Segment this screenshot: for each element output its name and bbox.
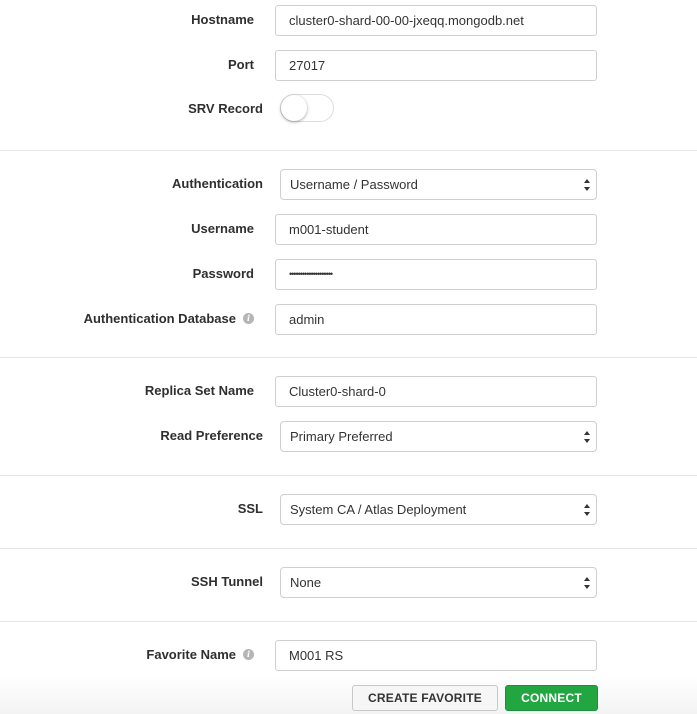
read-preference-value: Primary Preferred: [290, 429, 393, 444]
username-row: [0, 214, 697, 246]
info-icon[interactable]: i: [243, 313, 254, 324]
auth-db-row: [0, 304, 697, 336]
info-icon[interactable]: i: [243, 649, 254, 660]
port-label: Port: [228, 57, 254, 72]
read-preference-row: [0, 421, 697, 453]
up-down-arrows-icon: [583, 576, 591, 590]
ssh-tunnel-label: SSH Tunnel: [191, 574, 263, 589]
connect-button[interactable]: CONNECT: [505, 685, 598, 711]
password-label: Password: [192, 266, 254, 281]
favorite-name-row: [0, 640, 697, 672]
replica-set-label: Replica Set Name: [144, 383, 254, 398]
divider: [0, 548, 697, 549]
divider: [0, 621, 697, 622]
ssl-value: System CA / Atlas Deployment: [290, 502, 467, 517]
divider: [0, 357, 697, 358]
toggle-knob: [281, 95, 307, 121]
hostname-input[interactable]: cluster0-shard-00-00-jxeqq.mongodb.net: [275, 5, 597, 36]
ssh-tunnel-select[interactable]: [280, 567, 597, 598]
ssh-tunnel-row: [0, 567, 697, 599]
password-input[interactable]: ••••••••••••••••••••: [275, 259, 597, 290]
authentication-row: [0, 169, 697, 201]
srv-row: [0, 94, 697, 126]
authentication-value: Username / Password: [290, 177, 418, 192]
authentication-label: Authentication: [172, 176, 263, 191]
username-label: Username: [191, 221, 254, 236]
read-preference-label: Read Preference: [160, 428, 263, 443]
favorite-name-label: [146, 647, 254, 662]
up-down-arrows-icon: [583, 178, 591, 192]
up-down-arrows-icon: [583, 430, 591, 444]
create-favorite-button[interactable]: CREATE FAVORITE: [352, 685, 498, 711]
auth-db-label-text: Authentication Database: [83, 311, 236, 326]
password-row: [0, 259, 697, 291]
port-row: [0, 50, 697, 82]
divider: [0, 475, 697, 476]
username-input[interactable]: m001-student: [275, 214, 597, 245]
authentication-select[interactable]: [280, 169, 597, 200]
read-preference-select[interactable]: [280, 421, 597, 452]
port-input[interactable]: 27017: [275, 50, 597, 81]
srv-toggle[interactable]: [280, 94, 334, 122]
replica-set-row: [0, 376, 697, 408]
favorite-name-input[interactable]: M001 RS: [275, 640, 597, 671]
up-down-arrows-icon: [583, 503, 591, 517]
hostname-row: [0, 5, 697, 37]
ssl-select[interactable]: [280, 494, 597, 525]
ssl-row: [0, 494, 697, 526]
auth-db-input[interactable]: admin: [275, 304, 597, 335]
favorite-name-label-text: Favorite Name: [146, 647, 236, 662]
ssh-tunnel-value: None: [290, 575, 322, 590]
divider: [0, 150, 697, 151]
srv-label: SRV Record: [188, 101, 263, 116]
ssl-label: SSL: [237, 501, 263, 516]
auth-db-label: [84, 311, 254, 326]
replica-set-input[interactable]: Cluster0-shard-0: [275, 376, 597, 407]
hostname-label: Hostname: [191, 12, 254, 27]
